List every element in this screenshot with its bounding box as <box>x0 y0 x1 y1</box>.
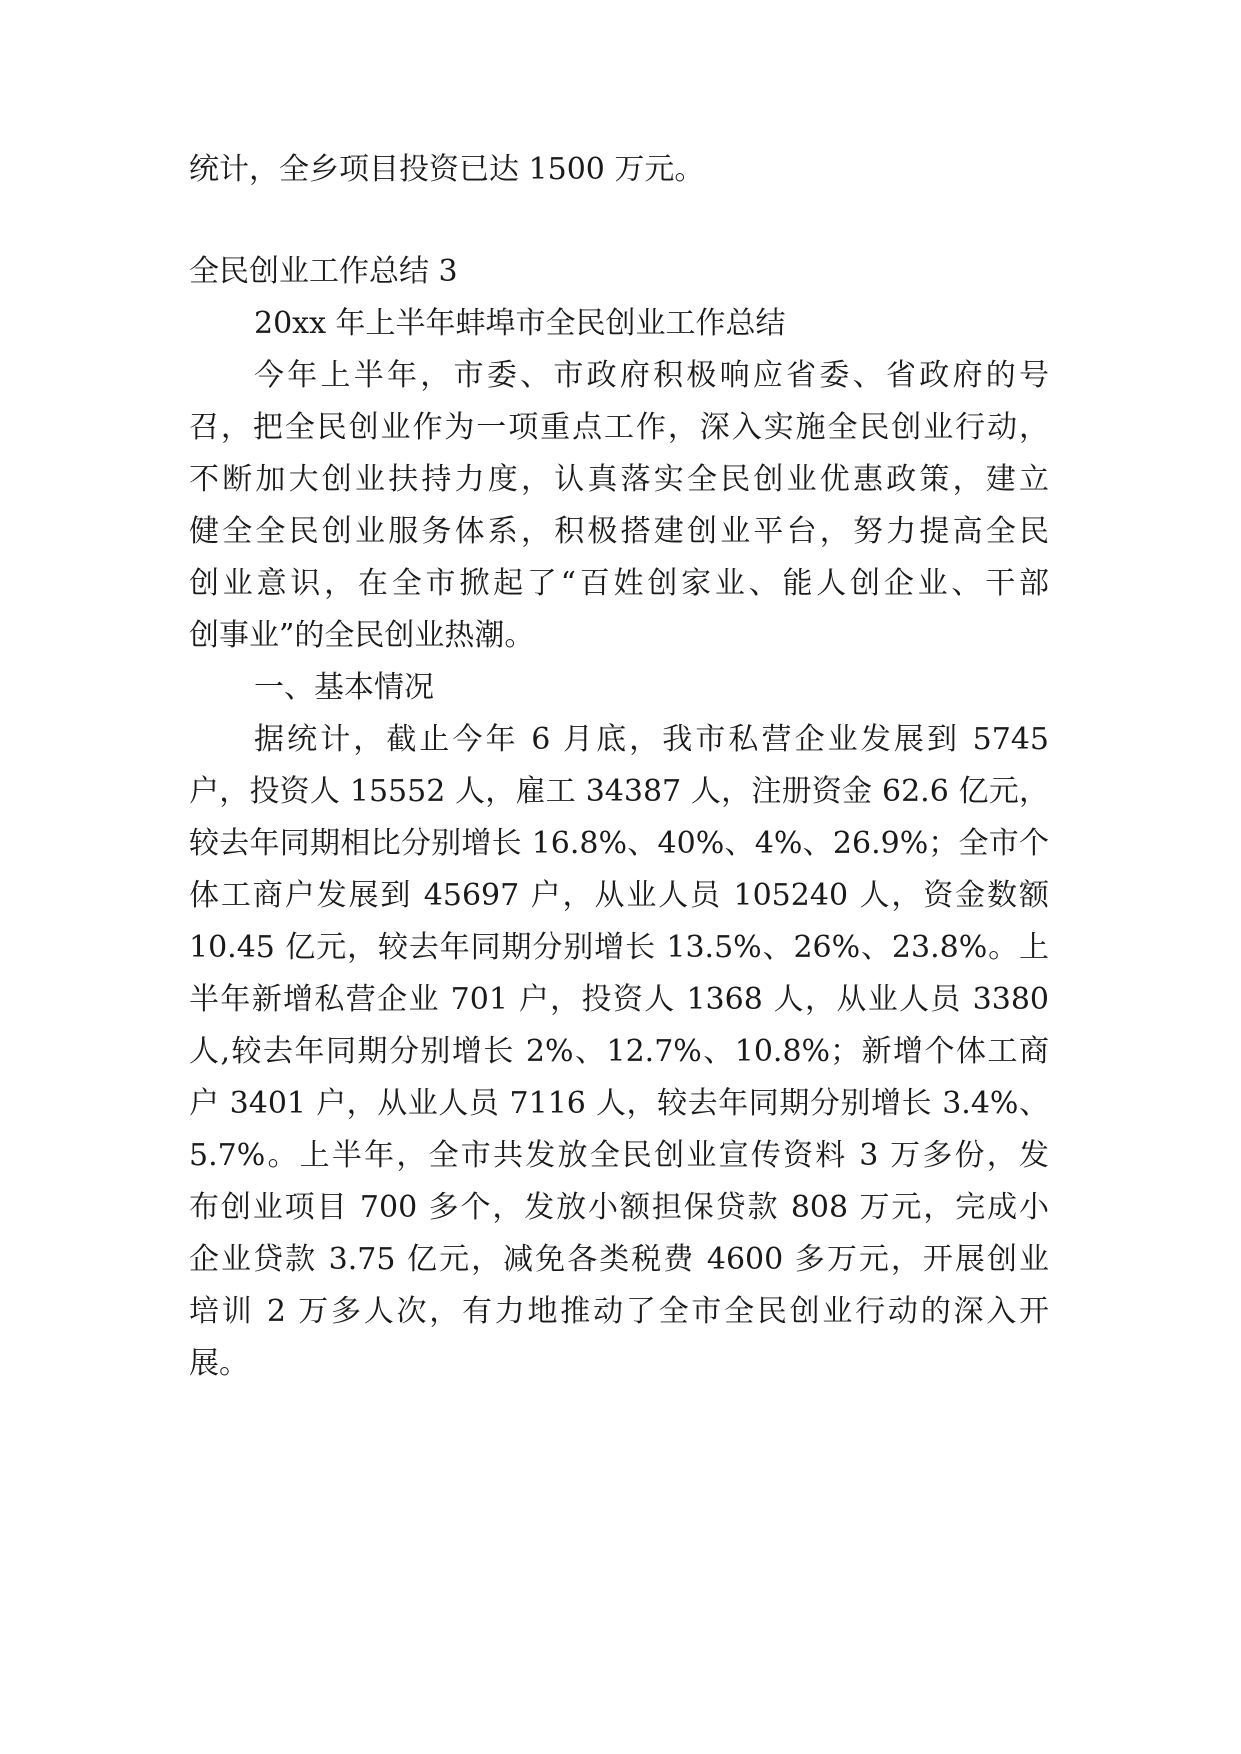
paragraph-line: 健全全民创业服务体系，积极搭建创业平台，努力提高全民 <box>189 514 1049 549</box>
paragraph-line: 企业贷款 3.75 亿元，减免各类税费 4600 多万元，开展创业 <box>189 1242 1049 1277</box>
paragraph-line: 户，投资人 15552 人，雇工 34387 人，注册资金 62.6 亿元， <box>189 774 1049 809</box>
paragraph-line: 统计，全乡项目投资已达 1500 万元。 <box>189 152 705 187</box>
paragraph-line: 半年新增私营企业 701 户，投资人 1368 人，从业人员 3380 <box>189 982 1049 1017</box>
paragraph-line: 5.7%。上半年，全市共发放全民创业宣传资料 3 万多份，发 <box>189 1138 1049 1173</box>
paragraph-line: 创业意识，在全市掀起了“百姓创家业、能人创企业、干部 <box>189 566 1049 601</box>
document-subtitle: 20xx 年上半年蚌埠市全民创业工作总结 <box>254 306 786 341</box>
paragraph-line: 据统计，截止今年 6 月底，我市私营企业发展到 5745 <box>254 722 1049 757</box>
paragraph-line: 10.45 亿元，较去年同期分别增长 13.5%、26%、23.8%。上 <box>189 930 1049 965</box>
paragraph-line: 户 3401 户，从业人员 7116 人，较去年同期分别增长 3.4%、 <box>189 1086 1049 1121</box>
paragraph-line: 较去年同期相比分别增长 16.8%、40%、4%、26.9%；全市个 <box>189 826 1049 861</box>
paragraph-line: 今年上半年，市委、市政府积极响应省委、省政府的号 <box>254 358 1049 393</box>
paragraph-line: 布创业项目 700 多个，发放小额担保贷款 808 万元，完成小 <box>189 1190 1049 1225</box>
paragraph-line: 召，把全民创业作为一项重点工作，深入实施全民创业行动， <box>189 410 1049 445</box>
section-heading: 一、基本情况 <box>254 670 434 705</box>
paragraph-line: 不断加大创业扶持力度，认真落实全民创业优惠政策，建立 <box>189 462 1049 497</box>
paragraph-line: 展。 <box>189 1346 249 1381</box>
paragraph-line: 创事业”的全民创业热潮。 <box>189 618 535 653</box>
paragraph-line: 人,较去年同期分别增长 2%、12.7%、10.8%；新增个体工商 <box>189 1034 1049 1069</box>
paragraph-line: 培训 2 万多人次，有力地推动了全市全民创业行动的深入开 <box>189 1294 1049 1329</box>
section-heading: 全民创业工作总结 3 <box>189 254 458 289</box>
paragraph-line: 体工商户发展到 45697 户，从业人员 105240 人，资金数额 <box>189 878 1049 913</box>
